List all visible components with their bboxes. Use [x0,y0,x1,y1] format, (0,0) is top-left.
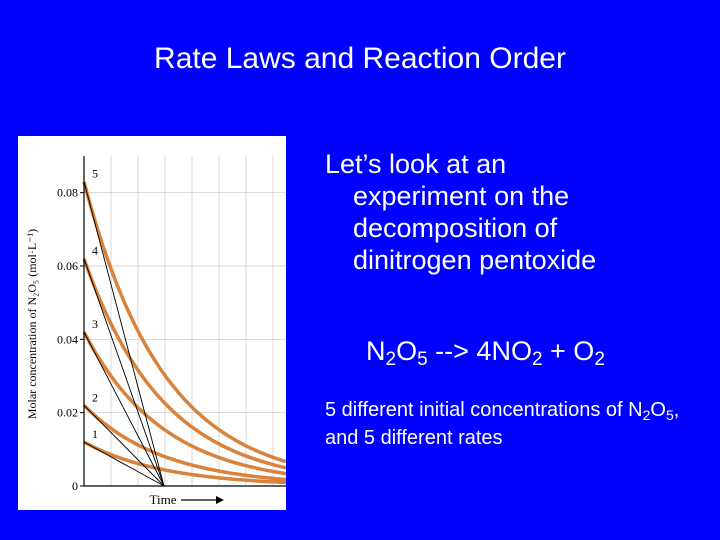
eq-sub: 2 [594,349,605,370]
series-label-1: 1 [92,427,98,441]
x-axis-label: Time [149,492,177,507]
series-label-3: 3 [92,317,98,331]
note-part: , and 5 different rates [325,399,680,449]
series-label-2: 2 [92,390,98,405]
decay-curve-3 [84,332,286,474]
eq-part: O [396,336,418,366]
body-line-1: Let’s look at an [325,149,507,179]
note-sub: 2 [642,407,651,423]
chart-curves [84,182,286,483]
note-text [325,396,715,452]
concentration-time-chart [18,136,286,510]
y-tick-label: 0.08 [57,185,78,200]
series-label-4: 4 [92,243,98,258]
time-arrow [181,496,224,504]
reaction-equation [366,336,605,370]
tangent-line-1 [84,442,164,486]
chart-svg [18,136,286,510]
slide-title: Rate Laws and Reaction Order [154,42,566,75]
y-tick-label: 0.02 [57,405,78,420]
y-axis-label: Molar concentration of N₂O₅ (mol·L⁻¹) [25,228,39,420]
eq-sub: 2 [385,349,397,370]
y-tick-label: 0 [72,479,78,493]
y-tick-labels [57,186,84,493]
note-part: O [650,399,666,421]
eq-sub: 5 [417,349,428,370]
body-line-4: dinitrogen pentoxide [353,245,597,275]
tangent-line-2 [84,405,164,486]
body-text [325,148,715,276]
tangent-line-4 [84,259,164,486]
eq-part: + O [542,336,595,366]
body-line-2: experiment on the [353,181,570,211]
series-label-5: 5 [92,166,98,181]
eq-part: --> 4NO [427,336,532,366]
eq-sub: 2 [531,349,543,370]
note-sub: 5 [665,407,674,423]
note-part: 5 different initial concentrations of N [325,399,643,421]
y-tick-label: 0.04 [57,332,78,347]
body-line-3: decomposition of [353,213,558,243]
eq-part: N [366,336,386,366]
y-tick-label: 0.06 [57,259,78,273]
